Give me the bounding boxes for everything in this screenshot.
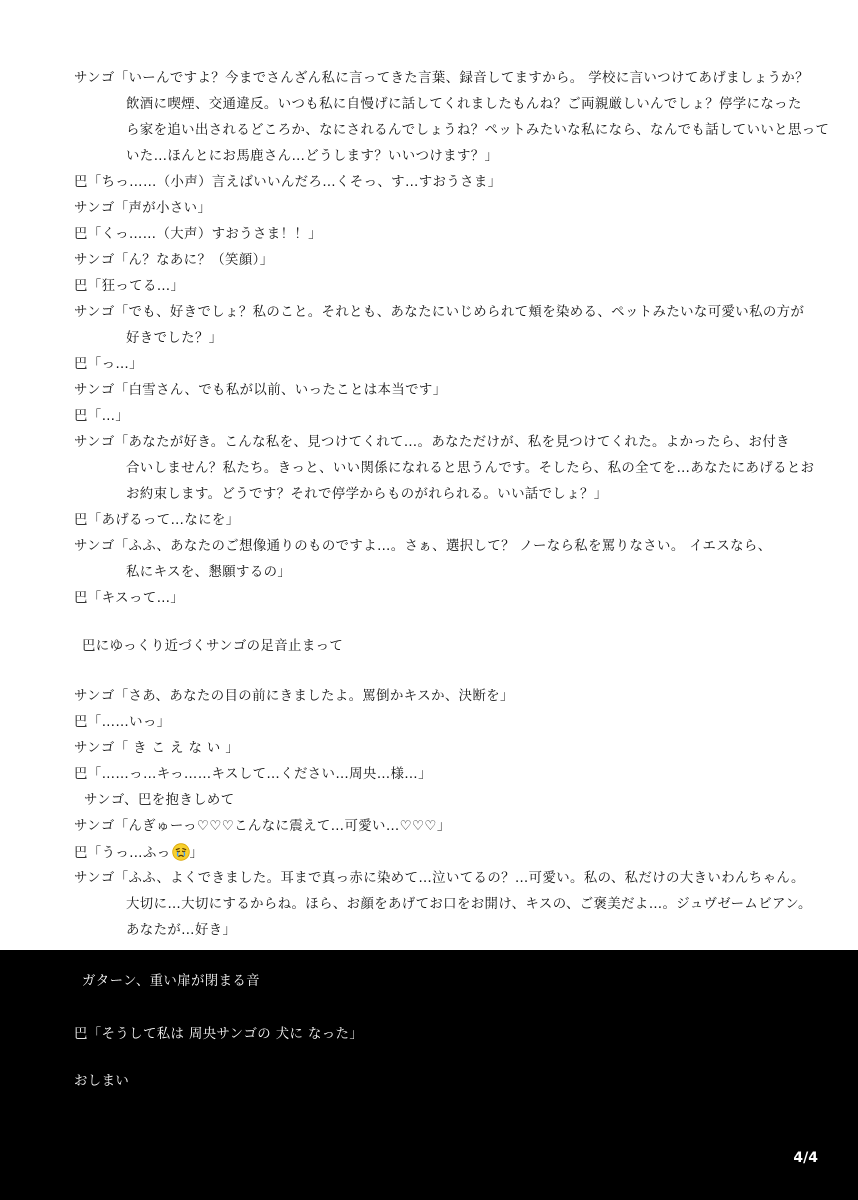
dialogue-line: 巴「…」 [74,409,130,424]
dialogue-text: 巴「うっ…ふっ [74,846,171,861]
dialogue-line: サンゴ「んぎゅーっ♡♡♡こんなに震えて…可愛い…♡♡♡」 [74,819,451,834]
dialogue-line: お約束します。どうです？それで停学からものがれられる。いい話でしょ？」 [126,487,608,502]
dialogue-line: いた…ほんとにお馬鹿さん…どうします？いいつけます？」 [126,149,499,164]
dialogue-line: 好きでした？」 [126,331,223,346]
end-text: おしまい [74,1074,130,1089]
dialogue-line: 合いしません？私たち。きっと、いい関係になれると思うんです。そしたら、私の全てを…あなたにあげるとお [126,461,815,476]
dialogue-line: 巴「あげるって…なにを」 [74,513,240,528]
stage-direction: サンゴ、巴を抱きしめて [84,793,235,808]
dialogue-line: 大切に…大切にするからね。ほら、お顔をあげてお口をお開け、キスの、ご褒美だよ…。ジュヴゼームビアン。 [126,897,812,912]
dialogue-text: 」 [189,846,204,861]
dialogue-line: サンゴ「でも、好きでしょ？私のこと。それとも、あなたにいじめられて頬を染める、ペットみたいな可愛い私の方が [74,305,805,320]
dialogue-line: 巴「っ…」 [74,357,143,372]
dialogue-line: 私にキスを、懇願するの」 [126,565,292,580]
dialogue-line: サンゴ「声が小さい」 [74,201,212,216]
dialogue-line: サンゴ「ふふ、あなたのご想像通りのものですよ…。さぁ、選択して？ ノーなら私を罵りなさい。 イエスなら、 [74,539,772,554]
dialogue-line: 巴「くっ……（大声）すおうさま！！」 [74,227,322,242]
dialogue-line: サンゴ「 き こ え な い 」 [74,741,240,756]
dialogue-line: 巴「狂ってる…」 [74,279,185,294]
stage-direction: 巴にゆっくり近づくサンゴの足音止まって [82,639,344,654]
sound-effect-text: ガターン、重い扉が閉まる音 [82,974,260,989]
ending-panel [0,950,858,1200]
ending-narration: 巴「そうして私は 周央サンゴの 犬に なった」 [74,1027,364,1042]
dialogue-line: 巴「……っ…キっ……キスして…ください…周央…様…」 [74,767,432,782]
dialogue-line: サンゴ「いーんですよ？今までさんざん私に言ってきた言葉、録音してますから。 学校に言いつけてあげましょうか？ [74,71,809,86]
dialogue-line: 巴「キスって…」 [74,591,185,606]
dialogue-line: サンゴ「ふふ、よくできました。耳まで真っ赤に染めて…泣いてるの？…可愛い。私の、私だけの大きいわんちゃん。 [74,871,805,886]
dialogue-line: サンゴ「ん？なあに？（笑顔）」 [74,253,274,268]
dialogue-line: サンゴ「さあ、あなたの目の前にきましたよ。罵倒かキスか、決断を」 [74,689,514,704]
page-number: 4/4 [793,1150,818,1166]
crying-face-icon [172,843,190,868]
dialogue-line [74,843,203,868]
dialogue-line: ら家を追い出されるどころか、なにされるんでしょうね？ペットみたいな私になら、なんでも話していいと思って [126,123,830,138]
dialogue-line: 巴「……いっ」 [74,715,171,730]
dialogue-line: サンゴ「あなたが好き。こんな私を、見つけてくれて…。あなただけが、私を見つけてくれた。よかったら、お付き [74,435,790,450]
dialogue-line: サンゴ「白雪さん、でも私が以前、いったことは本当です」 [74,383,447,398]
dialogue-line: 巴「ちっ……（小声）言えばいいんだろ…くそっ、す…すおうさま」 [74,175,502,190]
dialogue-line: 飲酒に喫煙、交通違反。いつも私に自慢げに話してくれましたもんね？ご両親厳しいんでしょ？停学になった [126,97,802,112]
dialogue-line: あなたが…好き」 [126,923,237,938]
